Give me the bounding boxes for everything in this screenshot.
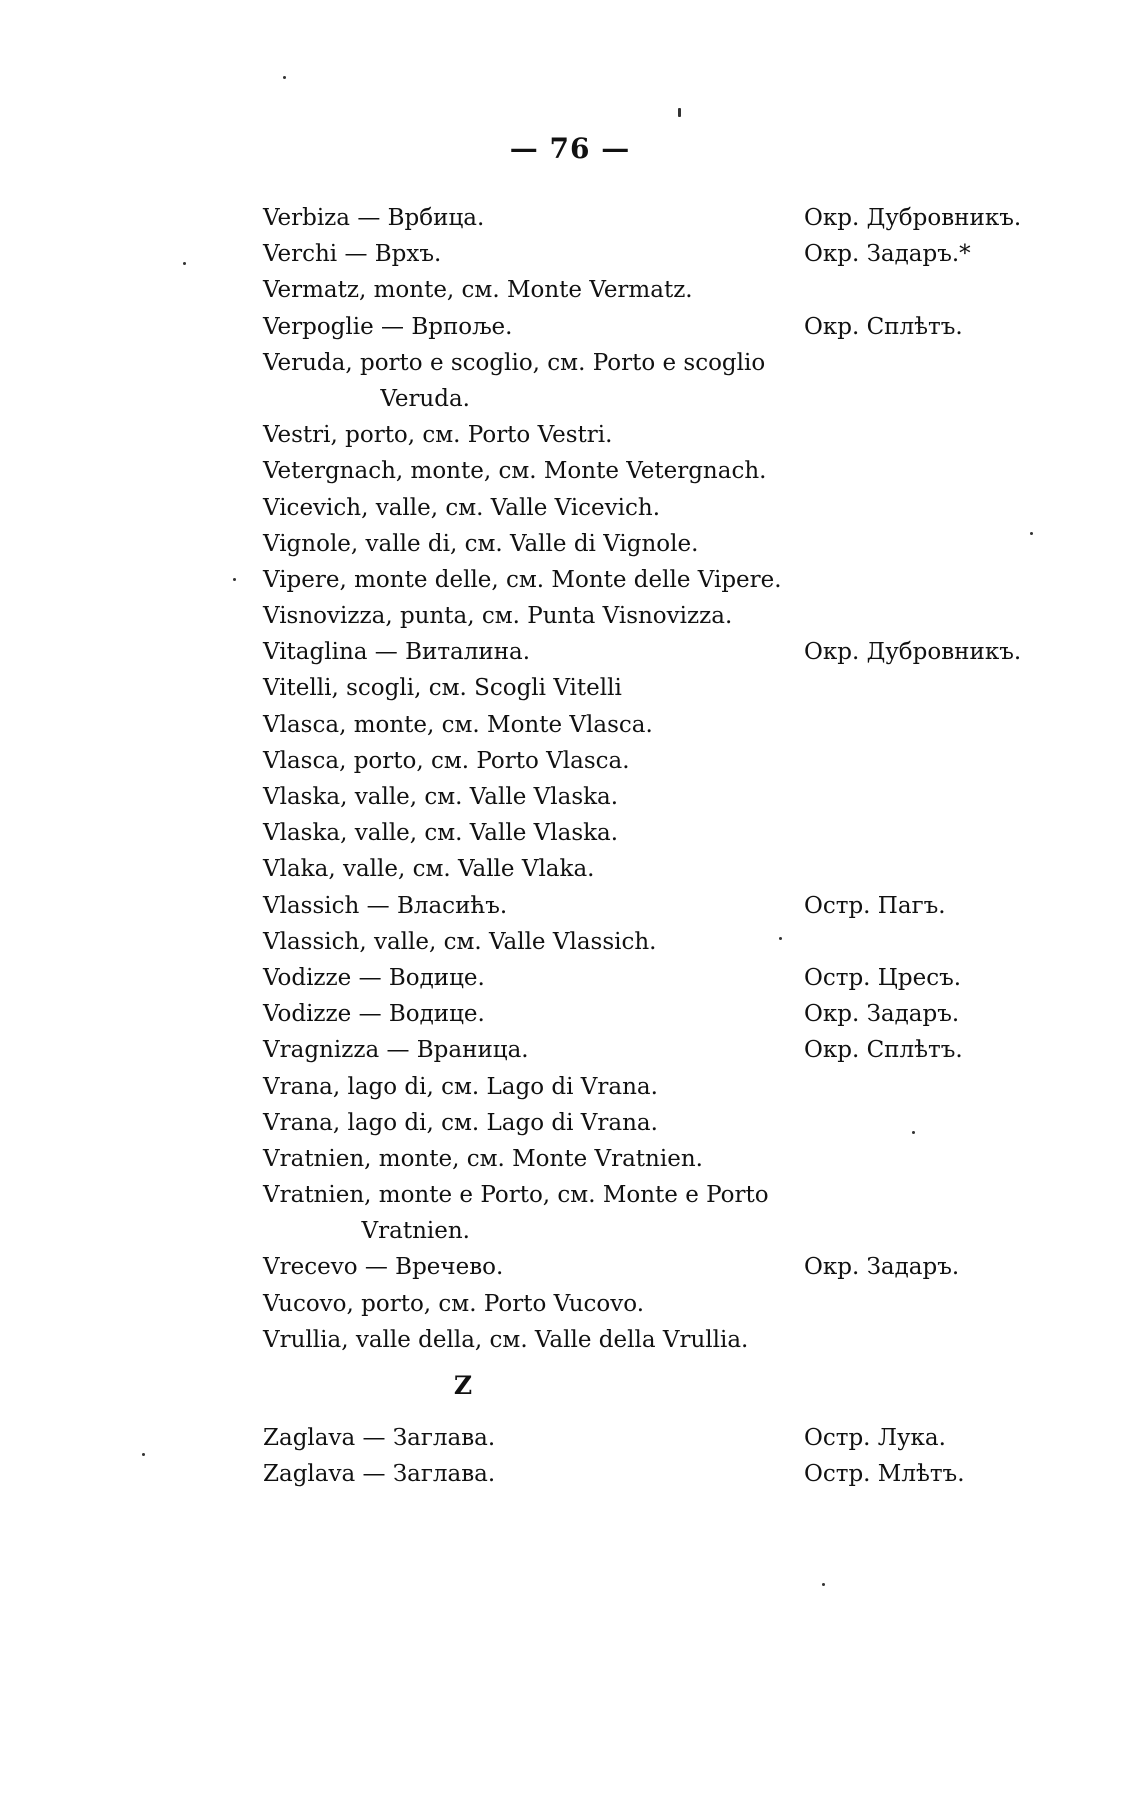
entry-name: Vratnien, monte, см. Monte Vratnien. (263, 1145, 703, 1172)
entry-row (263, 309, 1023, 345)
entry-row (263, 200, 1023, 236)
entry-row (263, 381, 1023, 417)
entry-row (263, 779, 1023, 815)
entry-row (263, 1322, 1023, 1358)
entry-district: Окр. Сплѣтъ. (804, 313, 963, 340)
entry-row (263, 1105, 1023, 1141)
entry-row (263, 598, 1023, 634)
print-speck (678, 108, 681, 117)
entry-continuation: Veruda. (380, 385, 470, 412)
entry-row (263, 670, 1023, 706)
entry-name: Vicevich, valle, см. Valle Vicevich. (263, 494, 661, 521)
entry-district: Остр. Млѣтъ. (804, 1461, 965, 1488)
entry-row (263, 562, 1023, 598)
print-speck (142, 1453, 145, 1456)
entry-name: Zaglava — Заглава. (263, 1461, 496, 1488)
entry-name: Vragnizza — Враница. (263, 1037, 529, 1064)
entry-row (263, 924, 1023, 960)
entry-district: Окр. Задаръ. (804, 1254, 960, 1281)
entry-name: Verchi — Врхъ. (263, 241, 442, 268)
entry-row (263, 1069, 1023, 1105)
entry-name: Vlaska, valle, см. Valle Vlaska. (263, 784, 619, 810)
entry-row (263, 996, 1023, 1032)
entry-row (263, 1141, 1023, 1177)
entry-name: Visnovizza, punta, см. Punta Visnovizza. (263, 603, 733, 630)
entry-name: Vlassich, valle, см. Valle Vlassich. (263, 928, 657, 955)
entry-row (263, 236, 1023, 272)
print-speck (912, 1131, 915, 1134)
entry-name: Vodizze — Водице. (263, 964, 485, 991)
entry-name: Vestri, porto, см. Porto Vestri. (263, 422, 613, 449)
page-number: — 76 — (509, 132, 631, 165)
entry-name: Vlassich — Власићъ. (263, 892, 508, 919)
entry-row (263, 1420, 1023, 1456)
entry-name: Vratnien, monte e Porto, см. Monte e Porto (263, 1182, 769, 1209)
entry-district: Остр. Пагъ. (804, 892, 946, 919)
entry-row (263, 1177, 1023, 1213)
entry-name: Vetergnach, monte, см. Monte Vetergnach. (263, 458, 767, 485)
entry-name: Vrullia, valle della, см. Valle della Vrullia. (263, 1326, 749, 1353)
print-speck (779, 937, 782, 940)
entry-district: Остр. Цресъ. (804, 964, 962, 991)
print-speck (1030, 532, 1033, 535)
entries-z (263, 1420, 1023, 1492)
entry-name: Vlaka, valle, см. Valle Vlaka. (263, 856, 595, 883)
print-speck (233, 578, 236, 581)
entry-row (263, 634, 1023, 670)
entries-v (263, 200, 1023, 1358)
entry-row (263, 1249, 1023, 1285)
entry-name: Vlasca, porto, см. Porto Vlasca. (263, 747, 630, 774)
entry-name: Veruda, porto e scoglio, см. Porto e scoglio (263, 349, 766, 376)
entry-row (263, 1213, 1023, 1249)
entry-name: Vrecevo — Вречево. (263, 1254, 504, 1281)
entry-row (263, 272, 1023, 308)
entry-row (263, 743, 1023, 779)
entry-name: Verbiza — Врбица. (263, 205, 485, 231)
entry-name: Vignole, valle di, см. Valle di Vignole. (263, 530, 699, 557)
entry-row (263, 417, 1023, 453)
entry-list (263, 200, 1023, 1492)
entry-row (263, 345, 1023, 381)
entry-row (263, 888, 1023, 924)
entry-district: Окр. Задаръ. (804, 1001, 960, 1028)
entry-name: Verpoglie — Врпоље. (263, 313, 513, 340)
entry-name: Vitaglina — Виталина. (263, 639, 531, 666)
entry-district: Окр. Задаръ.* (804, 241, 971, 268)
section-heading-z: Z (453, 1371, 473, 1400)
entry-name: Vermatz, monte, см. Monte Vermatz. (263, 277, 693, 304)
entry-district: Остр. Лука. (804, 1425, 946, 1451)
entry-row (263, 490, 1023, 526)
entry-name: Vipere, monte delle, см. Monte delle Vipere. (263, 566, 782, 593)
print-speck (822, 1583, 825, 1586)
entry-name: Vrana, lago di, см. Lago di Vrana. (263, 1073, 658, 1100)
entry-name: Zaglava — Заглава. (263, 1425, 496, 1451)
entry-row (263, 526, 1023, 562)
entry-name: Vlasca, monte, см. Monte Vlasca. (263, 711, 653, 738)
entry-continuation: Vratnien. (361, 1218, 470, 1245)
entry-name: Vucovo, porto, см. Porto Vucovo. (263, 1290, 645, 1317)
entry-name: Vlaska, valle, см. Valle Vlaska. (263, 820, 619, 847)
print-speck (183, 262, 186, 265)
entry-row (263, 1456, 1023, 1492)
entry-row (263, 453, 1023, 489)
entry-name: Vitelli, scogli, см. Scogli Vitelli (263, 675, 622, 702)
entry-row (263, 960, 1023, 996)
entry-row (263, 1286, 1023, 1322)
entry-row (263, 815, 1023, 851)
entry-row (263, 851, 1023, 887)
entry-name: Vodizze — Водице. (263, 1001, 485, 1028)
entry-row (263, 1032, 1023, 1068)
entry-district: Окр. Дубровникъ. (804, 639, 1022, 666)
entry-district: Окр. Сплѣтъ. (804, 1037, 963, 1064)
entry-row (263, 707, 1023, 743)
entry-district: Окр. Дубровникъ. (804, 205, 1022, 231)
print-speck (283, 76, 286, 79)
entry-name: Vrana, lago di, см. Lago di Vrana. (263, 1109, 658, 1136)
